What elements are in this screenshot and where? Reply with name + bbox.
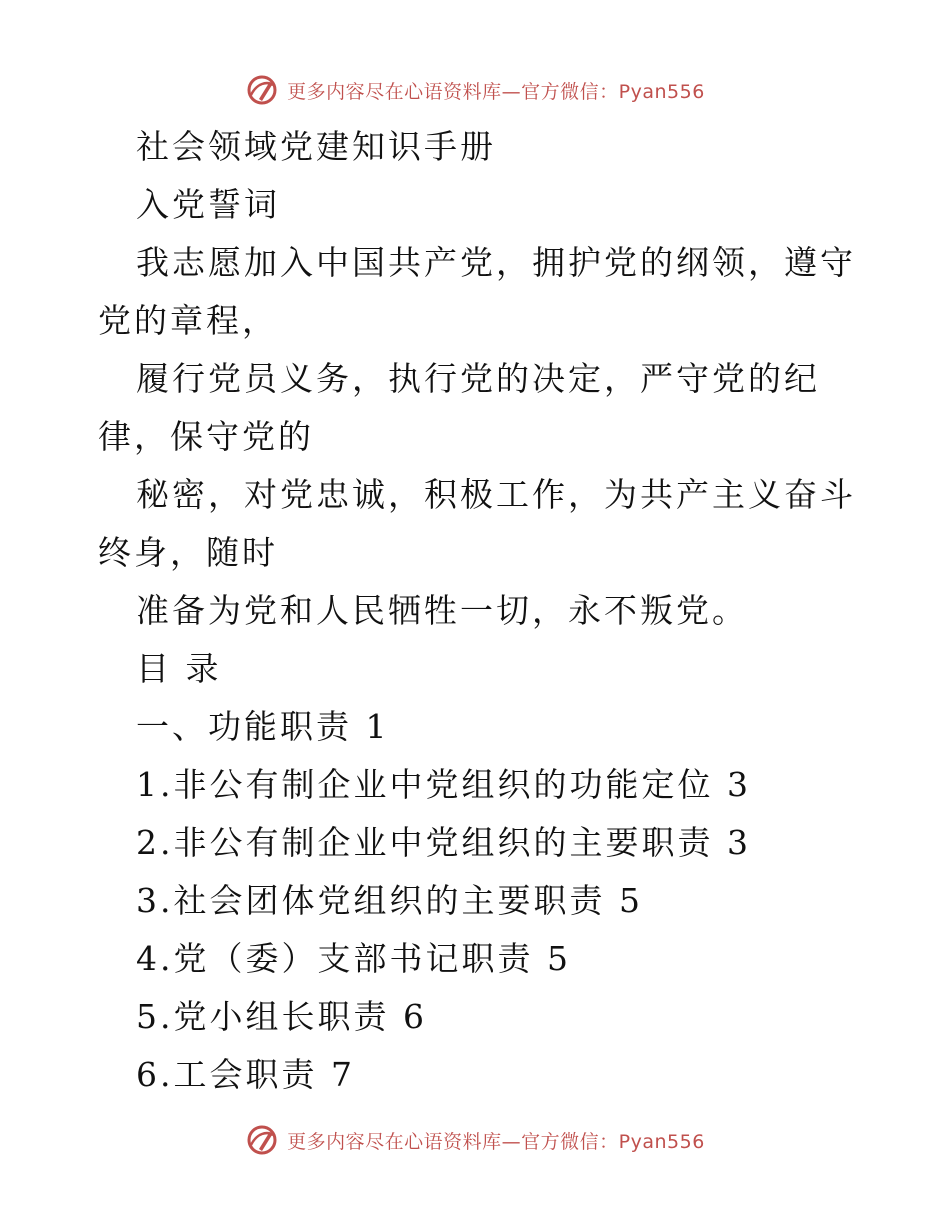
oath-paragraph: 我志愿加入中国共产党，拥护党的纲领，遵守党的章程， <box>98 243 856 340</box>
toc-entry: 4.党（委）支部书记职责 5 <box>136 939 571 978</box>
banner-text: 更多内容尽在心语资料库—官方微信：Pyan556 <box>287 1130 705 1153</box>
oath-paragraph: 履行党员义务，执行党的决定，严守党的纪律，保守党的 <box>98 359 820 456</box>
document-body <box>98 118 858 1104</box>
toc-entry: 1.非公有制企业中党组织的功能定位 3 <box>136 765 751 804</box>
document-title: 社会领域党建知识手册 <box>136 127 496 166</box>
oath-paragraph: 秘密，对党忠诚，积极工作，为共产主义奋斗终身，随时 <box>98 475 856 572</box>
toc-heading: 目 录 <box>136 649 222 688</box>
banner-text: 更多内容尽在心语资料库—官方微信：Pyan556 <box>287 80 705 103</box>
toc-entry: 5.党小组长职责 6 <box>136 997 427 1036</box>
oath-paragraph: 准备为党和人民牺牲一切，永不叛党。 <box>136 591 748 630</box>
section-heading-oath: 入党誓词 <box>136 185 280 224</box>
pen-swirl-logo-icon <box>245 73 279 107</box>
toc-entry: 3.社会团体党组织的主要职责 5 <box>136 881 643 920</box>
toc-entry: 一、功能职责 1 <box>136 707 390 746</box>
footer-banner <box>0 1120 950 1160</box>
header-banner <box>0 70 950 110</box>
pen-swirl-logo-icon <box>245 1123 279 1157</box>
toc-entry: 6.工会职责 7 <box>136 1055 355 1094</box>
toc-entry: 2.非公有制企业中党组织的主要职责 3 <box>136 823 751 862</box>
